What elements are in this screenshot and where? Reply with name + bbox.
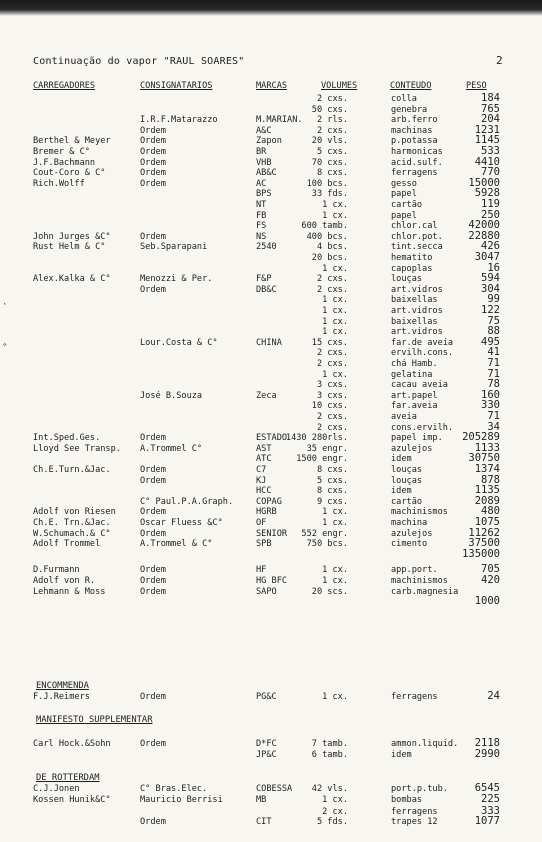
cell-peso: 78 — [487, 378, 500, 390]
cell-conteudo: papel imp. — [391, 433, 443, 443]
cell-marca: 2540 — [256, 242, 277, 252]
cell-conteudo: port.p.tub. — [391, 784, 448, 794]
cell-conteudo: idem — [391, 750, 412, 760]
cell-volumes: 5 fds. — [316, 817, 348, 827]
cell-marca: COBESSA — [256, 784, 293, 794]
cell-carregador: Bremer & C° — [33, 147, 90, 157]
cell-peso: 1231 — [474, 124, 500, 136]
cell-peso: 878 — [481, 474, 500, 486]
cell-conteudo: cartão — [391, 497, 423, 507]
cell-peso: 1075 — [474, 516, 500, 528]
punch-mark: ✧ — [2, 340, 8, 350]
cell-peso: 71 — [487, 357, 500, 369]
cell-marca: PG&C — [256, 692, 277, 702]
cell-carregador: Adolf Trommel — [33, 539, 101, 549]
cell-consignatario: A.Trommel C° — [140, 444, 203, 454]
cell-conteudo: art.papel — [391, 391, 438, 401]
cell-volumes: 3 cxs. — [316, 391, 348, 401]
cell-consignatario: Ordem — [140, 126, 166, 136]
cell-conteudo: ammon.liquid. — [391, 739, 459, 749]
cell-marca: KJ — [256, 476, 267, 486]
cell-consignatario: Ordem — [140, 465, 166, 475]
page-title: Continuação do vapor "RAUL SOARES" — [33, 56, 245, 67]
cell-consignatario: Seb.Sparapani — [140, 242, 208, 252]
cell-volumes: 1 cx. — [322, 692, 348, 702]
cell-volumes: 5 cxs. — [316, 147, 348, 157]
cell-conteudo: carb.magnesia — [391, 587, 459, 597]
cell-conteudo: chlor.pot. — [391, 232, 443, 242]
cell-conteudo: harmonicas — [391, 147, 443, 157]
cell-conteudo: idem — [391, 454, 412, 464]
cell-peso: 22880 — [468, 230, 500, 242]
cell-carregador: Ch.E.Turn.&Jac. — [33, 465, 111, 475]
cell-volumes: 8 cxs. — [316, 168, 348, 178]
cell-peso: 1000 — [474, 595, 500, 607]
cell-volumes: 2 cxs. — [316, 285, 348, 295]
cell-carregador: J.F.Bachmann — [33, 158, 96, 168]
cell-consignatario: C° Bras.Elec. — [140, 784, 208, 794]
cell-marca: FB — [256, 211, 267, 221]
cell-volumes: 20 scs. — [311, 587, 348, 597]
cell-marca: D*FC — [256, 739, 277, 749]
cell-consignatario: Lour.Costa & C° — [140, 338, 218, 348]
cell-peso: 88 — [487, 325, 500, 337]
cell-consignatario: Ordem — [140, 136, 166, 146]
cell-volumes: 1 cx. — [322, 565, 348, 575]
cell-peso: 594 — [481, 272, 500, 284]
column-header-carregadores: CARREGADORES — [33, 81, 96, 91]
cell-volumes: 2 cxs. — [316, 412, 348, 422]
cell-peso: 122 — [481, 304, 500, 316]
cell-volumes: 1 cx. — [322, 370, 348, 380]
cell-peso: 34 — [487, 421, 500, 433]
cell-consignatario: Mauricio Berrisi — [140, 795, 223, 805]
cell-peso: 205289 — [462, 431, 500, 443]
cell-volumes: 8 cxs. — [316, 486, 348, 496]
cell-volumes: 600 tamb. — [301, 221, 348, 231]
cell-conteudo: art.vidros — [391, 306, 443, 316]
cell-peso: 1077 — [474, 815, 500, 827]
cell-volumes: 20 bcs. — [311, 253, 348, 263]
cell-conteudo: chá Hamb. — [391, 359, 438, 369]
cell-marca: SENIOR — [256, 529, 288, 539]
cell-volumes: 2 cx. — [322, 807, 348, 817]
cell-peso: 15000 — [468, 177, 500, 189]
cell-peso: 1133 — [474, 442, 500, 454]
punch-mark: · — [2, 300, 8, 310]
cell-carregador: Kossen Hunik&C° — [33, 795, 111, 805]
cell-conteudo: cons.ervilh. — [391, 423, 454, 433]
cell-volumes: 2 cxs. — [316, 348, 348, 358]
cell-marca: SAPO — [256, 587, 277, 597]
cell-conteudo: cartão — [391, 200, 423, 210]
cell-marca: NT — [256, 200, 267, 210]
cell-consignatario: Ordem — [140, 587, 166, 597]
cell-marca: NS — [256, 232, 267, 242]
cell-consignatario: Menozzi & Per. — [140, 274, 213, 284]
cell-peso: 495 — [481, 336, 500, 348]
cell-carregador: Lloyd See Transp. — [33, 444, 121, 454]
cell-consignatario: Ordem — [140, 565, 166, 575]
cell-volumes: 8 cxs. — [316, 465, 348, 475]
cell-conteudo: capoplas — [391, 264, 433, 274]
page-number: 2 — [496, 54, 503, 67]
cell-marca: F&P — [256, 274, 272, 284]
cell-conteudo: gesso — [391, 179, 417, 189]
cell-conteudo: machinas — [391, 126, 433, 136]
cell-conteudo: cacau aveia — [391, 380, 448, 390]
cell-marca: SPB — [256, 539, 272, 549]
cell-peso: 184 — [481, 92, 500, 104]
cell-volumes: 3 cxs. — [316, 380, 348, 390]
cell-carregador: F.J.Reimers — [33, 692, 90, 702]
cell-conteudo: hematito — [391, 253, 433, 263]
cell-carregador: C.J.Jonen — [33, 784, 80, 794]
cell-volumes: 6 tamb. — [311, 750, 348, 760]
cell-volumes: 9 cxs. — [316, 497, 348, 507]
cell-marca: HGRB — [256, 507, 277, 517]
cell-peso: 765 — [481, 103, 500, 115]
column-header-conteudo: CONTEUDO — [390, 81, 432, 91]
cell-consignatario: Oscar Fluess &C° — [140, 518, 223, 528]
cell-carregador: Alex.Kalka & C° — [33, 274, 111, 284]
cell-marca: JP&C — [256, 750, 277, 760]
section-heading: ENCOMMENDA — [36, 681, 89, 691]
cell-volumes: 4 bcs. — [316, 242, 348, 252]
cell-carregador: Rust Helm & C° — [33, 242, 106, 252]
cell-consignatario: Ordem — [140, 692, 166, 702]
column-header-marcas: MARCAS — [256, 81, 288, 91]
cell-carregador: Carl Hock.&Sohn — [33, 739, 111, 749]
cell-carregador: Rich.Wolff — [33, 179, 85, 189]
cell-peso: 1374 — [474, 463, 500, 475]
cell-volumes: 2 cxs. — [316, 423, 348, 433]
cell-conteudo: baixellas — [391, 317, 438, 327]
cell-marca: A&C — [256, 126, 272, 136]
cell-volumes: 1 cx. — [322, 211, 348, 221]
cell-marca: OF — [256, 518, 267, 528]
cell-peso: 1145 — [474, 134, 500, 146]
scan-edge — [0, 0, 542, 16]
cell-peso: 99 — [487, 293, 500, 305]
cell-conteudo: ervilh.cons. — [391, 348, 454, 358]
cell-marca: DB&C — [256, 285, 277, 295]
cell-peso: 225 — [481, 793, 500, 805]
cell-volumes: 2 cxs. — [316, 274, 348, 284]
cell-volumes: 1 cx. — [322, 306, 348, 316]
cell-volumes: 5 cxs. — [316, 476, 348, 486]
cell-consignatario: José B.Souza — [140, 391, 203, 401]
column-header-volumes: VOLUMES — [321, 81, 358, 91]
cell-peso: 2089 — [474, 495, 500, 507]
cell-peso: 2990 — [474, 748, 500, 760]
cell-volumes: 33 fds. — [311, 189, 348, 199]
cell-volumes: 1 cx. — [322, 576, 348, 586]
cell-consignatario: Ordem — [140, 232, 166, 242]
cell-volumes: 70 cxs. — [311, 158, 348, 168]
cell-carregador: Adolf von Riesen — [33, 507, 116, 517]
cell-volumes: 2 cxs. — [316, 359, 348, 369]
cell-peso: 770 — [481, 166, 500, 178]
cell-consignatario: C° Paul.P.A.Graph. — [140, 497, 234, 507]
cell-conteudo: art.vidros — [391, 285, 443, 295]
cell-peso: 3047 — [474, 251, 500, 263]
cell-volumes: 552 engr. — [301, 529, 348, 539]
cell-marca: ESTADO — [256, 433, 288, 443]
cell-conteudo: far.aveia — [391, 401, 438, 411]
cell-conteudo: idem — [391, 486, 412, 496]
cell-peso: 16 — [487, 262, 500, 274]
cell-consignatario: Ordem — [140, 168, 166, 178]
cell-consignatario: Ordem — [140, 285, 166, 295]
cell-conteudo: bombas — [391, 795, 423, 805]
cell-marca: M.MARIAN. — [256, 115, 303, 125]
cell-marca: AC — [256, 179, 267, 189]
cell-peso: 30750 — [468, 452, 500, 464]
cell-peso: 71 — [487, 410, 500, 422]
cell-marca: MB — [256, 795, 267, 805]
cell-conteudo: azulejos — [391, 444, 433, 454]
cell-volumes: 1430 280rls. — [285, 433, 348, 443]
cell-peso: 37500 — [468, 537, 500, 549]
cell-carregador: D.Furmann — [33, 565, 80, 575]
cell-marca: CHINA — [256, 338, 282, 348]
cell-conteudo: trapes 12 — [391, 817, 438, 827]
cell-consignatario: Ordem — [140, 433, 166, 443]
cell-conteudo: p.potassa — [391, 136, 438, 146]
cell-peso: 333 — [481, 805, 500, 817]
cell-volumes: 1 cx. — [322, 518, 348, 528]
cell-volumes: 1 cx. — [322, 200, 348, 210]
cell-volumes: 1500 engr. — [296, 454, 348, 464]
cell-conteudo: louças — [391, 465, 423, 475]
cell-peso: 119 — [481, 198, 500, 210]
section-heading: MANIFESTO SUPPLEMENTAR — [36, 715, 153, 725]
cell-consignatario: Ordem — [140, 739, 166, 749]
cell-peso: 41 — [487, 346, 500, 358]
cell-volumes: 2 cxs. — [316, 94, 348, 104]
cell-marca: HCC — [256, 486, 272, 496]
cell-consignatario: Ordem — [140, 507, 166, 517]
cell-marca: HF — [256, 565, 267, 575]
cell-volumes: 1 cx. — [322, 507, 348, 517]
cell-consignatario: Ordem — [140, 147, 166, 157]
cell-marca: C7 — [256, 465, 267, 475]
cell-marca: CIT — [256, 817, 272, 827]
cell-conteudo: louças — [391, 476, 423, 486]
cell-carregador: Lehmann & Moss — [33, 587, 106, 597]
cell-conteudo: ferragens — [391, 168, 438, 178]
cell-volumes: 1 cx. — [322, 264, 348, 274]
cell-peso: 5928 — [474, 187, 500, 199]
cell-volumes: 7 tamb. — [311, 739, 348, 749]
cell-conteudo: ferragens — [391, 807, 438, 817]
cell-conteudo: colla — [391, 94, 417, 104]
cell-volumes: 100 bcs. — [306, 179, 348, 189]
cell-volumes: 2 rls. — [316, 115, 348, 125]
cell-peso: 135000 — [462, 548, 500, 560]
cell-conteudo: aveia — [391, 412, 417, 422]
cell-peso: 4410 — [474, 156, 500, 168]
column-header-consignatarios: CONSIGNATARIOS — [140, 81, 213, 91]
cell-conteudo: genebra — [391, 105, 428, 115]
cell-peso: 330 — [481, 399, 500, 411]
cell-conteudo: ferragens — [391, 692, 438, 702]
cell-marca: ATC — [256, 454, 272, 464]
cell-peso: 11262 — [468, 527, 500, 539]
cell-conteudo: baixellas — [391, 295, 438, 305]
cell-carregador: Adolf von R. — [33, 576, 96, 586]
cell-consignatario: A.Trommel & C° — [140, 539, 213, 549]
cell-conteudo: art.vidros — [391, 327, 443, 337]
cell-conteudo: azulejos — [391, 529, 433, 539]
cell-conteudo: louças — [391, 274, 423, 284]
cell-peso: 71 — [487, 368, 500, 380]
cell-volumes: 10 cxs. — [311, 401, 348, 411]
cell-peso: 160 — [481, 389, 500, 401]
cell-volumes: 50 cxs. — [311, 105, 348, 115]
cell-conteudo: machinismos — [391, 576, 448, 586]
cell-volumes: 1 cx. — [322, 327, 348, 337]
cell-carregador: W.Schumach.& C° — [33, 529, 111, 539]
cell-peso: 1135 — [474, 484, 500, 496]
cell-consignatario: Ordem — [140, 158, 166, 168]
cell-conteudo: tint.secca — [391, 242, 443, 252]
cell-conteudo: chlor.cal — [391, 221, 438, 231]
cell-marca: HG BFC — [256, 576, 288, 586]
section-heading: DE ROTTERDAM — [36, 773, 100, 783]
cell-volumes: 42 vls. — [311, 784, 348, 794]
cell-peso: 42000 — [468, 219, 500, 231]
cell-marca: Zeca — [256, 391, 277, 401]
cell-consignatario: I.R.F.Matarazzo — [140, 115, 218, 125]
cell-consignatario: Ordem — [140, 576, 166, 586]
cell-conteudo: papel — [391, 211, 417, 221]
cell-volumes: 400 bcs. — [306, 232, 348, 242]
cell-volumes: 1 cx. — [322, 317, 348, 327]
cell-volumes: 1 cx. — [322, 795, 348, 805]
cell-conteudo: gelatina — [391, 370, 433, 380]
cell-volumes: 1 cx. — [322, 295, 348, 305]
cell-conteudo: machina — [391, 518, 428, 528]
cell-conteudo: app.port. — [391, 565, 438, 575]
cell-peso: 420 — [481, 574, 500, 586]
cell-conteudo: machinismos — [391, 507, 448, 517]
cell-volumes: 15 cxs. — [311, 338, 348, 348]
cell-peso: 304 — [481, 283, 500, 295]
cell-peso: 24 — [487, 690, 500, 702]
cell-marca: AB&C — [256, 168, 277, 178]
cell-marca: Zapon — [256, 136, 282, 146]
cell-consignatario: Ordem — [140, 817, 166, 827]
cell-marca: BR — [256, 147, 267, 157]
cell-peso: 705 — [481, 563, 500, 575]
cell-conteudo: acid.sulf. — [391, 158, 443, 168]
cell-peso: 533 — [481, 145, 500, 157]
cell-marca: AST — [256, 444, 272, 454]
cell-consignatario: Ordem — [140, 529, 166, 539]
cell-marca: BPS — [256, 189, 272, 199]
cell-volumes: 20 vls. — [311, 136, 348, 146]
cell-carregador: Int.Sped.Ges. — [33, 433, 101, 443]
cell-peso: 75 — [487, 315, 500, 327]
cell-volumes: 2 cxs. — [316, 126, 348, 136]
cell-peso: 6545 — [474, 782, 500, 794]
cell-conteudo: cimento — [391, 539, 428, 549]
cell-conteudo: papel — [391, 189, 417, 199]
column-header-peso: PESO — [466, 81, 487, 91]
cell-consignatario: Ordem — [140, 179, 166, 189]
cell-volumes: 750 bcs. — [306, 539, 348, 549]
cell-peso: 204 — [481, 113, 500, 125]
cell-marca: FS — [256, 221, 267, 231]
cell-marca: COPAG — [256, 497, 282, 507]
cell-carregador: John Jurges &C° — [33, 232, 111, 242]
cell-peso: 250 — [481, 209, 500, 221]
cell-marca: VHB — [256, 158, 272, 168]
cell-carregador: Cout-Coro & C° — [33, 168, 106, 178]
cell-consignatario: Ordem — [140, 476, 166, 486]
cell-conteudo: far.de aveia — [391, 338, 454, 348]
cell-peso: 480 — [481, 505, 500, 517]
cell-carregador: Ch.E. Trn.&Jac. — [33, 518, 111, 528]
cell-carregador: Berthel & Meyer — [33, 136, 111, 146]
cell-peso: 426 — [481, 240, 500, 252]
cell-conteudo: arb.ferro — [391, 115, 438, 125]
cell-peso: 2118 — [474, 737, 500, 749]
cell-volumes: 35 engr. — [306, 444, 348, 454]
